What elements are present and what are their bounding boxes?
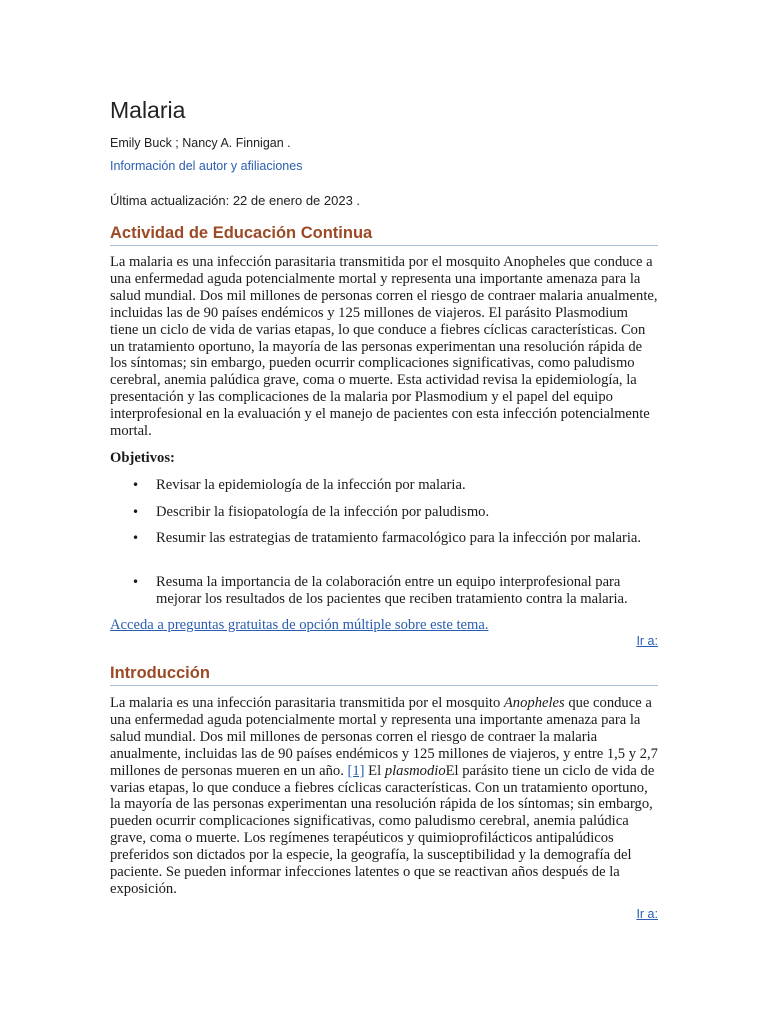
intro-text: que conduce a una enfermedad aguda potencialmente mortal y representa una importante amenaza para la salud mundial. Dos mil millones de personas corren el riesgo de contraer la malaria anualmente, incluidas las de 90 países endémicos y 125 millones de viajeros, y entre 1,5 y 2,7 millones de personas mueren en un año. bbox=[110, 695, 658, 779]
intro-italic-plasmodio: plasmodio bbox=[384, 762, 446, 779]
introduction-paragraph bbox=[110, 695, 658, 898]
objectives-label: Objetivos: bbox=[110, 450, 175, 466]
section-heading-introduction: Introducción bbox=[110, 664, 658, 686]
objective-item: • Resuma la importancia de la colaboración entre un equipo interprofesional para mejorar los resultados de los pacientes que reciben tratamiento contra la malaria. bbox=[156, 574, 656, 608]
goto-link[interactable]: Ir a: bbox=[636, 907, 658, 921]
last-updated: Última actualización: 22 de enero de 2023 . bbox=[110, 193, 361, 208]
goto-link[interactable]: Ir a: bbox=[636, 634, 658, 648]
objective-item: • Revisar la epidemiología de la infección por malaria. bbox=[156, 477, 656, 494]
intro-italic-anopheles: Anopheles bbox=[503, 695, 565, 711]
author-list: Emily Buck ; Nancy A. Finnigan . bbox=[110, 136, 291, 150]
page-title: Malaria bbox=[110, 97, 186, 123]
section-heading-ace: Actividad de Educación Continua bbox=[110, 224, 658, 246]
affiliations-link[interactable]: Información del autor y afiliaciones bbox=[110, 159, 303, 173]
objective-item: • Resumir las estrategias de tratamiento farmacológico para la infección por malaria. bbox=[156, 530, 656, 547]
reference-link[interactable]: [1] bbox=[347, 762, 365, 779]
objective-item: • Describir la fisiopatología de la infección por paludismo. bbox=[156, 504, 656, 521]
ace-paragraph: La malaria es una infección parasitaria transmitida por el mosquito Anopheles que conduce a una enfermedad aguda potencialmente mortal y representa una importante amenaza para la salud mundial. Dos mil millones de personas corren el riesgo de contraer malaria anualmente, incluidas las de 90 países endémicos y 125 millones de viajeros. El parásito Plasmodium tiene un ciclo de vida de varias etapas, lo que conduce a fiebres cíclicas características. Con un tratamiento oportuno, la mayoría de las personas experimentan una resolución rápida de los síntomas; sin embargo, pueden ocurrir complicaciones significativas, como paludismo cerebral, anemia palúdica grave, coma o muerte. Esta actividad revisa la epidemiología, la presentación y las complicaciones de la malaria por Plasmodium y el papel del equipo interprofesional en la evaluación y el manejo de pacientes con esta infección potencialmente mortal. bbox=[110, 254, 658, 440]
intro-text: El bbox=[364, 762, 385, 779]
quiz-link[interactable]: Acceda a preguntas gratuitas de opción múltiple sobre este tema. bbox=[110, 617, 489, 633]
intro-text: La malaria es una infección parasitaria transmitida por el mosquito bbox=[110, 695, 504, 711]
intro-text: El parásito tiene un ciclo de vida de varias etapas, lo que conduce a fiebres cíclicas características. Con un tratamiento oportuno, la mayoría de las personas experimentan una resolución rápida de los síntomas; sin embargo, pueden ocurrir complicaciones significativas, como paludismo cerebral, anemia palúdica grave, coma o muerte. Los regímenes terapéuticos y quimioprofilácticos antipalúdicos preferidos son dictados por la especie, la geografía, la susceptibilidad y la demografía del paciente. Se pueden informar infecciones latentes o que se reactivan años después de la exposición. bbox=[110, 762, 655, 897]
